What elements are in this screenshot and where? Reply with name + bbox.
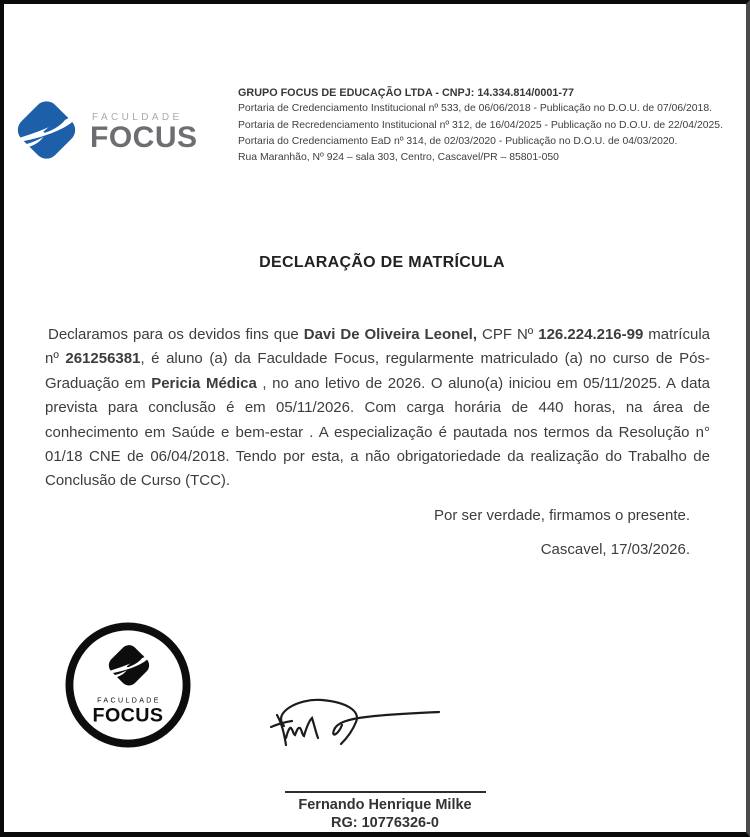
- declaration-text: matrícula nº: [45, 326, 710, 368]
- declaration-text: CPF Nº: [477, 326, 539, 343]
- stamp-faculdade-text: FACULDADE: [97, 696, 161, 705]
- portaria-line: Portaria do Credenciamento EaD nº 314, de 02/03/2020 - Publicação no D.O.U. de 04/03/2020.: [238, 136, 678, 147]
- closing-block: [434, 504, 690, 562]
- signature-icon: [258, 685, 448, 765]
- declaration-text: , é aluno (a) da Faculdade Focus, regularmente matriculado (a) no curso de Pós-Graduação em: [45, 350, 710, 392]
- header-institution-block: [238, 86, 724, 167]
- student-name: Davi De Oliveira Leonel,: [303, 326, 478, 343]
- declaration-paragraph: [45, 323, 710, 494]
- focus-stamp-seal-icon: [64, 621, 192, 749]
- portaria-line: Portaria de Credenciamento Institucional nº 533, de 06/06/2018 - Publicação no D.O.U. de 07/06/2018.: [238, 103, 712, 114]
- signature-line: [285, 791, 486, 793]
- cpf-value: 126.224.216-99: [538, 326, 644, 343]
- focus-logo-icon: [6, 88, 206, 172]
- signatory-rg: RG: 10776326-0: [330, 814, 439, 831]
- matricula-value: 261256381: [65, 350, 141, 368]
- closing-statement: Por ser verdade, firmamos o presente.: [434, 507, 690, 524]
- logo-focus-text: FOCUS: [90, 121, 198, 154]
- document-title: DECLARAÇÃO DE MATRÍCULA: [259, 254, 505, 271]
- signatory-block: [250, 797, 520, 832]
- closing-date-place: Cascavel, 17/03/2026.: [540, 541, 690, 558]
- signatory-name: Fernando Henrique Milke: [298, 797, 472, 813]
- stamp-focus-text: FOCUS: [92, 704, 164, 727]
- address-line: Rua Maranhão, Nº 924 – sala 303, Centro, Cascavel/PR – 85801-050: [238, 151, 559, 163]
- logo-faculdade-text: FACULDADE: [92, 112, 183, 123]
- course-name: Pericia Médica: [151, 374, 263, 392]
- declaration-text: , no ano letivo de 2026. O aluno(a) iniciou em 05/11/2025. A data prevista para conclusão é em 05/11/2026. Com carga horária de 440 horas, na área de conhecimento em Saúde e bem-estar . A especialização é pautada nos termos da Resolução n° 01/18 CNE de 06/04/2018. Tendo por esta, a não obrigatoriedade da realização do Trabalho de Conclusão de Curso (TCC).: [45, 374, 710, 490]
- org-cnpj-line: GRUPO FOCUS DE EDUCAÇÃO LTDA - CNPJ: 14.334.814/0001-77: [238, 87, 574, 99]
- portaria-line: Portaria de Recredenciamento Institucional nº 312, de 16/04/2025 - Publicação no D.O.U. de 22/04/2025.: [238, 119, 723, 131]
- declaration-text: Declaramos para os devidos fins que: [48, 326, 304, 343]
